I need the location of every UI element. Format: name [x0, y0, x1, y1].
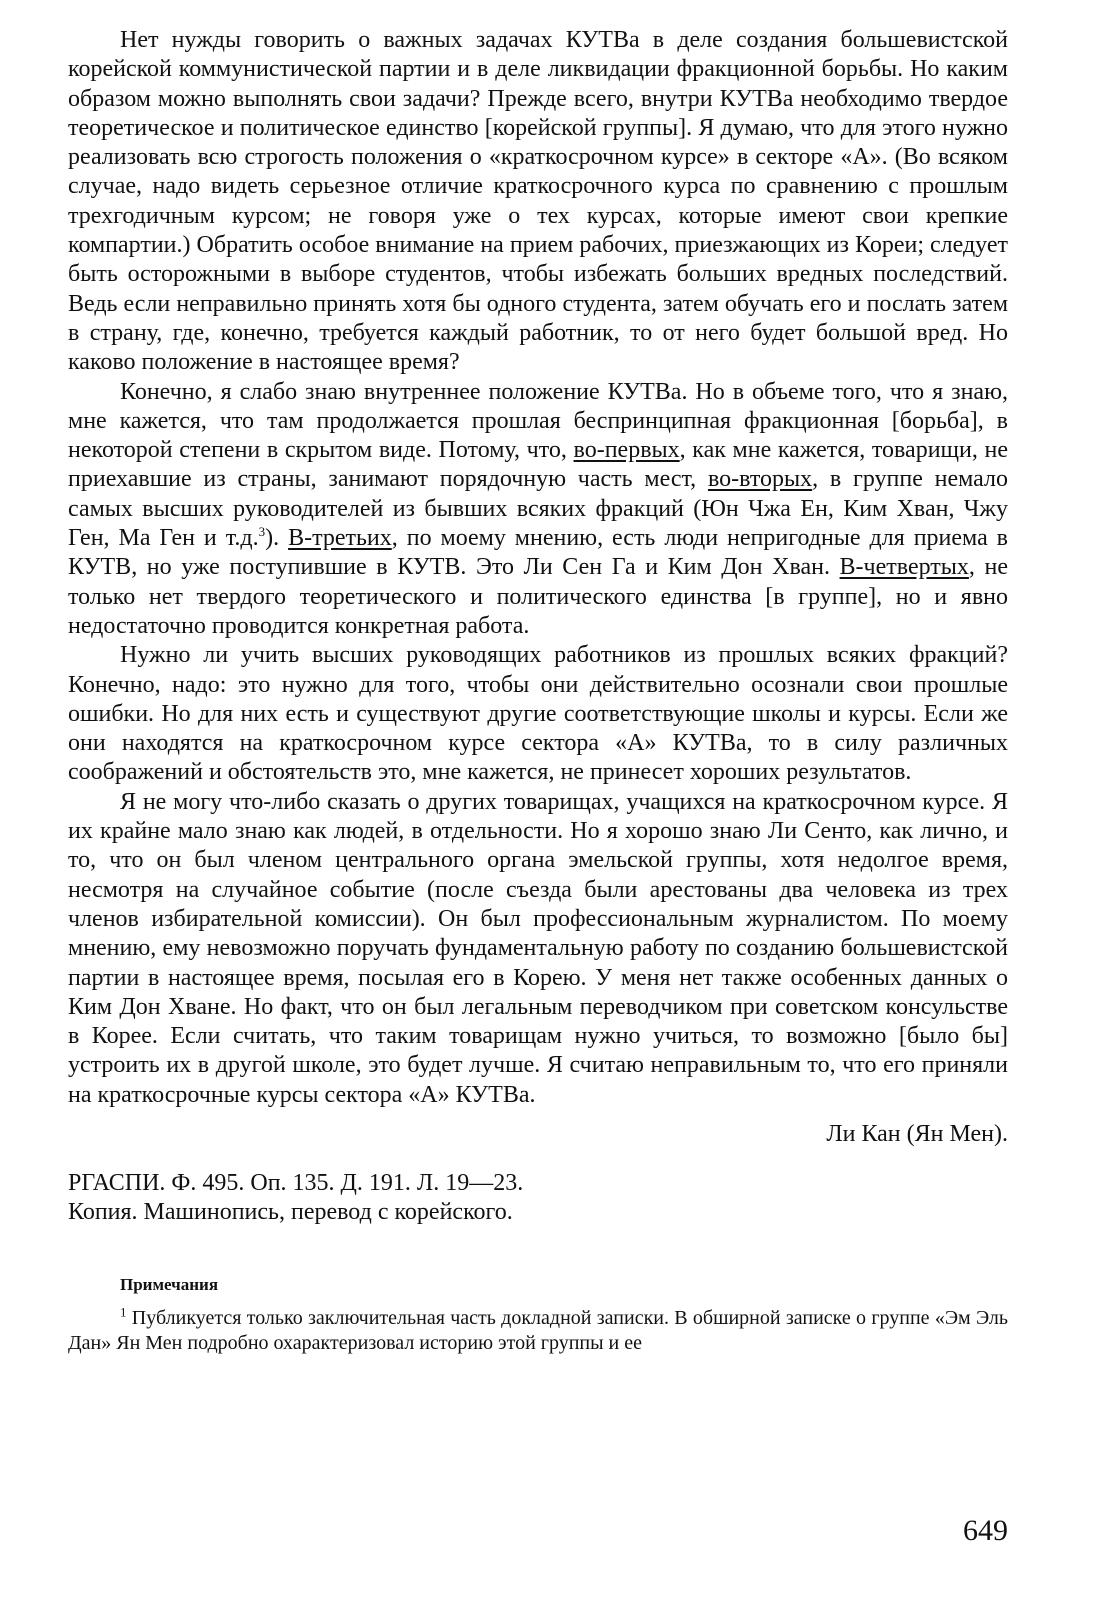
- paragraph-2: [68, 378, 1008, 642]
- paragraph-4: Я не могу что-либо сказать о других товарищах, учащихся на краткосрочном курсе. Я их крайне мало знаю как людей, в отдельности. Но я хорошо знаю Ли Сенто, как лично, и то, что он был членом центрального органа эмельской группы, хотя недолгое время, несмотря на случайное событие (после съезда были арестованы два человека из трех членов избирательной комиссии). Он был профессиональным журналистом. По моему мнению, ему невозможно поручать фундаментальную работу по созданию большевистской партии в настоящее время, посылая его в Корею. У меня нет также особенных данных о Ким Дон Хване. Но факт, что он был легальным переводчиком при советском консульстве в Корее. Если считать, что таким товарищам нужно учиться, то возможно [было бы] устроить их в другой школе, это будет лучше. Я считаю неправильным то, что его приняли на краткосрочные курсы сектора «А» КУТВа.: [68, 788, 1008, 1108]
- footnote-ref-3: 3: [258, 524, 266, 540]
- paragraph-2-text-2: , как мне кажется, товарищи, не приехавшие из страны, занимают порядочную часть мест,: [68, 437, 1008, 493]
- archive-description: Копия. Машинопись, перевод с корейского.: [68, 1199, 513, 1226]
- footnote-1: [68, 1306, 1008, 1356]
- notes-heading: Примечания: [120, 1274, 219, 1294]
- underlined-firstly: во-первых: [573, 437, 680, 464]
- underlined-secondly: во-вторых: [707, 466, 813, 493]
- footnote-text: Публикуется только заключительная часть докладной записки. В обширной записке о группе «Эм Эль Дан» Ян Мен подробно охарактеризовал историю этой группы и ее: [68, 1306, 1008, 1354]
- document-page: [68, 26, 1008, 1356]
- archive-source: [68, 1169, 1008, 1228]
- paragraph-2-text-5: , по моему мнению, есть люди непригодные для приема в КУТВ, но уже поступившие в КУТВ. Это Ли Сен Га и Ким Дон Хван.: [68, 525, 1008, 581]
- paragraph-3: Нужно ли учить высших руководящих работников из прошлых всяких фракций? Конечно, надо: это нужно для того, чтобы они действительно осознали свои прошлые ошибки. Но для них есть и существуют другие соответствующие школы и курсы. Если же они находятся на краткосрочном курсе сектора «А» КУТВа, то в силу различных соображений и обстоятельств это, мне кажется, не принесет хороших результатов.: [68, 642, 1008, 786]
- paragraph-2-text-4: ).: [265, 525, 289, 552]
- archive-reference: РГАСПИ. Ф. 495. Оп. 135. Д. 191. Л. 19—23.: [68, 1169, 524, 1196]
- paragraph-2-text-6: , не только нет твердого теоретического и политического единства [в группе], но и явно недостаточно проводится конкретная работа.: [68, 554, 1008, 639]
- paragraph-1: Нет нужды говорить о важных задачах КУТВа в деле создания большевистской корейской коммунистической партии и в деле ликвидации фракционной борьбы. Но каким образом можно выполнять свои задачи? Прежде всего, внутри КУТВа необходимо твердое теоретическое и политическое единство [корейской группы]. Я думаю, что для этого нужно реализовать всю строгость положения о «краткосрочном курсе» в секторе «А». (Во всяком случае, надо видеть серьезное отличие краткосрочного курса по сравнению с прошлым трехгодичным курсом; не говоря уже о тех курсах, которые имеют свои крепкие компартии.) Обратить особое внимание на прием рабочих, приезжающих из Кореи; следует быть осторожными в выборе студентов, чтобы избежать больших вредных последствий. Ведь если неправильно принять хотя бы одного студента, затем обучать его и послать затем в страну, где, конечно, требуется каждый работник, то от него будет большой вред. Но каково положение в настоящее время?: [68, 27, 1008, 376]
- footnote-marker: 1: [120, 1304, 127, 1320]
- underlined-thirdly: В-третьих: [288, 525, 392, 552]
- underlined-fourthly: В-четвертых: [839, 554, 969, 581]
- paragraph-2-text-1: Конечно, я слабо знаю внутреннее положение КУТВа. Но в объеме того, что я знаю, мне кажется, что там продолжается прошлая беспринципная фракционная [борьба], в некоторой степени в скрытом виде. Потому, что,: [68, 378, 1008, 464]
- page-number: 649: [963, 1514, 1008, 1547]
- signature: Ли Кан (Ян Мен).: [826, 1120, 1008, 1147]
- paragraph-2-text-3: , в группе немало самых высших руководителей из бывших всяких фракций (Юн Чжа Ен, Ким Хван, Чжу Ген, Ма Ген и т.д.: [68, 466, 1009, 552]
